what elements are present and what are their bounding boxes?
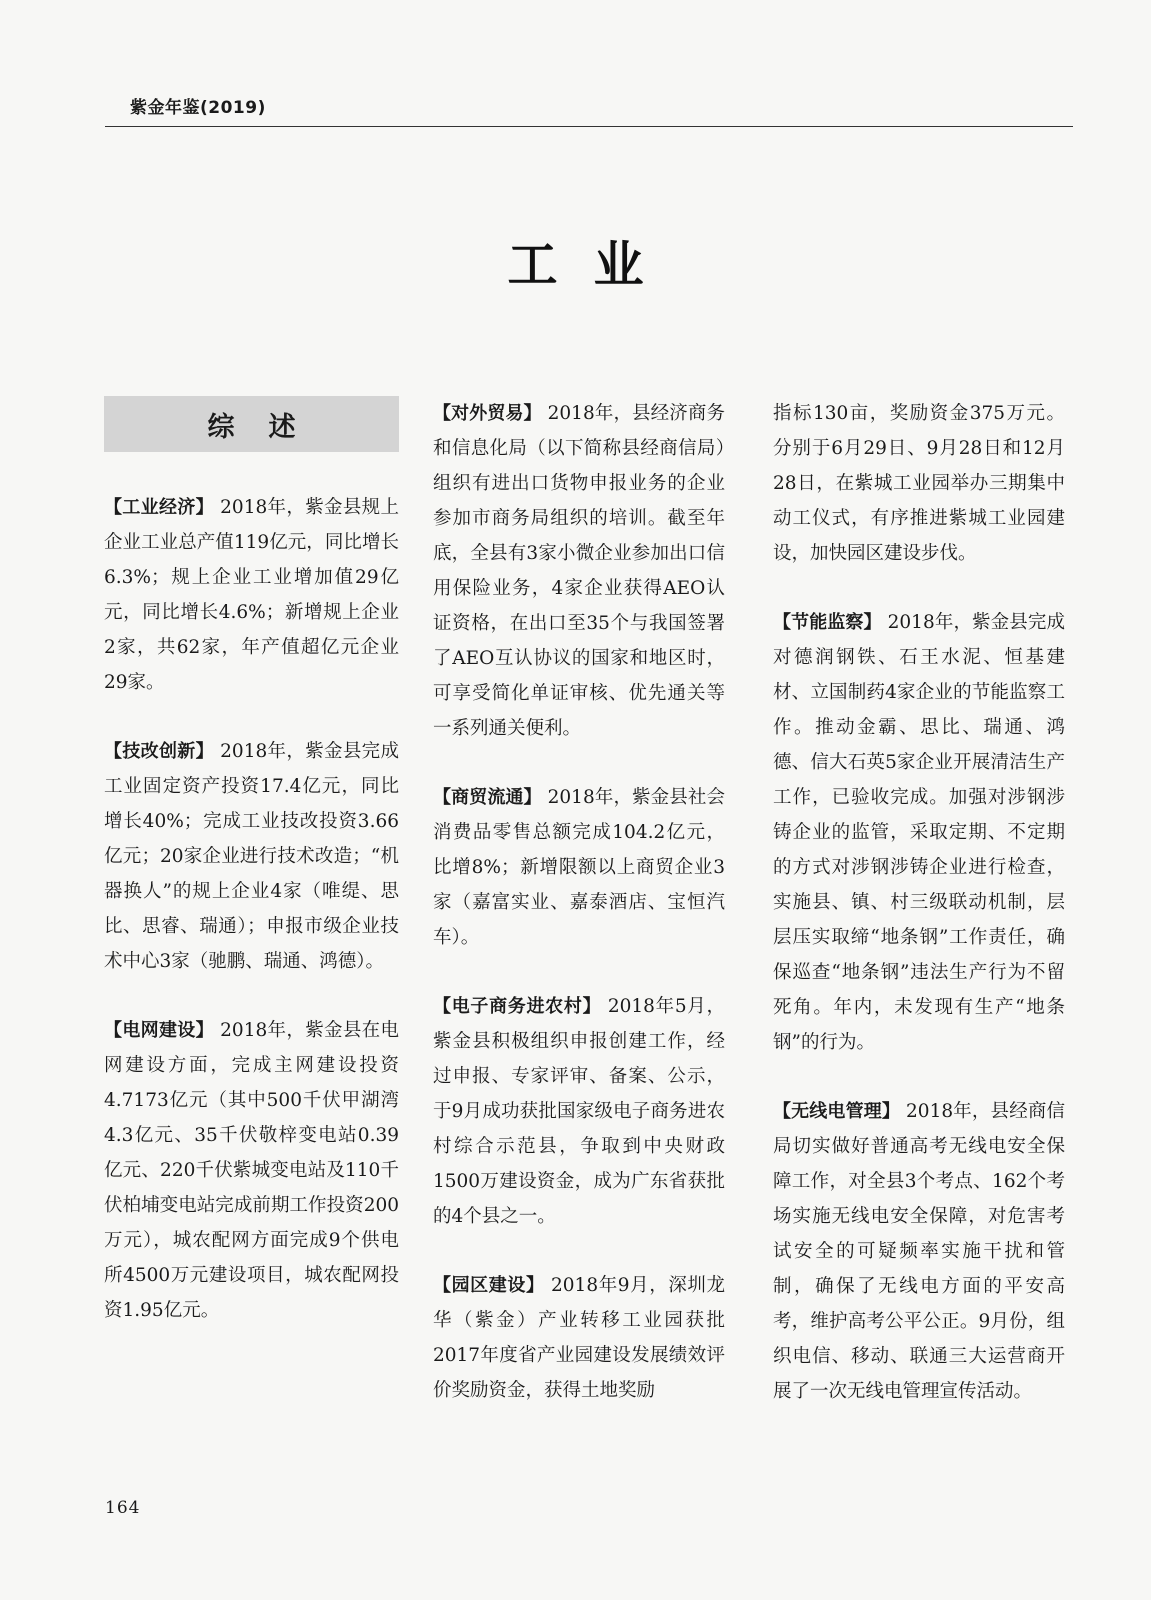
entry-paragraph (433, 396, 725, 746)
entry-title: 【技改创新】 (104, 741, 214, 762)
entry-paragraph-continued (773, 396, 1065, 571)
entry-paragraph (773, 605, 1065, 1060)
chapter-title: 工业 (507, 235, 680, 294)
entry-paragraph (773, 1094, 1065, 1409)
entry-paragraph (104, 734, 399, 979)
section-heading: 综述 (104, 396, 399, 452)
entry-text: 2018年9月，深圳龙华（紫金）产业转移工业园获批2017年度省产业园建设发展绩效评价奖励资金，获得土地奖励 (433, 1275, 726, 1401)
entry-text: 指标130亩，奖励资金375万元。分别于6月29日、9月28日和12月28日，在紫城工业园举办三期集中动工仪式，有序推进紫城工业园建设，加快园区建设步伐。 (773, 403, 1065, 564)
entry-title: 【节能监察】 (773, 612, 882, 633)
column-1 (104, 396, 399, 1362)
entry-text: 2018年，紫金县在电网建设方面，完成主网建设投资4.7173亿元（其中500千伏甲湖湾4.3亿元、35千伏敬梓变电站0.39亿元、220千伏紫城变电站及110千伏柏埔变电站完成前期工作投资200万元），城农配网方面完成9个供电所4500万元建设项目，城农配网投资1.95亿元。 (104, 1020, 400, 1321)
running-header: 紫金年鉴(2019) (130, 98, 266, 118)
entry-text: 2018年5月，紫金县积极组织申报创建工作，经过申报、专家评审、备案、公示，于9月成功获批国家级电子商务进农村综合示范县，争取到中央财政1500万建设资金，成为广东省获批的4个县之一。 (433, 996, 726, 1227)
column-3 (773, 396, 1065, 1443)
entry-paragraph (433, 1268, 725, 1408)
entry-paragraph (104, 490, 399, 700)
entry-text: 2018年，紫金县完成工业固定资产投资17.4亿元，同比增长40%；完成工业技改投资3.66亿元；20家企业进行技术改造；“机器换人”的规上企业4家（唯缇、思比、思睿、瑞通）；申报市级企业技术中心3家（驰鹏、瑞通、鸿德）。 (104, 741, 400, 972)
entry-title: 【工业经济】 (104, 497, 214, 518)
entry-paragraph (104, 1013, 399, 1328)
column-2 (433, 396, 725, 1442)
entry-title: 【商贸流通】 (433, 787, 542, 808)
entry-paragraph (433, 989, 725, 1234)
entry-title: 【无线电管理】 (773, 1101, 901, 1122)
entry-title: 【园区建设】 (433, 1275, 545, 1296)
entry-title: 【电子商务进农村】 (433, 996, 602, 1017)
entry-title: 【对外贸易】 (433, 403, 542, 424)
entry-text: 2018年，紫金县社会消费品零售总额完成104.2亿元，比增8%；新增限额以上商贸企业3家（嘉富实业、嘉泰酒店、宝恒汽车）。 (433, 787, 725, 948)
entry-text: 2018年，县经济商务和信息化局（以下简称县经商信局）组织有进出口货物申报业务的企业参加市商务局组织的培训。截至年底，全县有3家小微企业参加出口信用保险业务，4家企业获得AEO认证资格，在出口至35个与我国签署了AEO互认协议的国家和地区时，可享受简化单证审核、优先通关等一系列通关便利。 (433, 403, 725, 739)
entry-text: 2018年，紫金县规上企业工业总产值119亿元，同比增长6.3%；规上企业工业增加值29亿元，同比增长4.6%；新增规上企业2家，共62家，年产值超亿元企业29家。 (104, 497, 400, 693)
entry-paragraph (433, 780, 725, 955)
entry-title: 【电网建设】 (104, 1020, 214, 1041)
page-number: 164 (105, 1498, 141, 1518)
entry-text: 2018年，紫金县完成对德润钢铁、石王水泥、恒基建材、立国制药4家企业的节能监察工作。推动金霸、思比、瑞通、鸿德、信大石英5家企业开展清洁生产工作，已验收完成。加强对涉钢涉铸企业的监管，采取定期、不定期的方式对涉钢涉铸企业进行检查，实施县、镇、村三级联动机制，层层压实取缔“地条钢”工作责任，确保巡查“地条钢”违法生产行为不留死角。年内，未发现有生产“地条钢”的行为。 (773, 612, 1065, 1053)
header-rule (105, 126, 1073, 127)
entry-text: 2018年，县经商信局切实做好普通高考无线电安全保障工作，对全县3个考点、162个考场实施无线电安全保障，对危害考试安全的可疑频率实施干扰和管制，确保了无线电方面的平安高考，维护高考公平公正。9月份，组织电信、移动、联通三大运营商开展了一次无线电管理宣传活动。 (773, 1101, 1065, 1402)
